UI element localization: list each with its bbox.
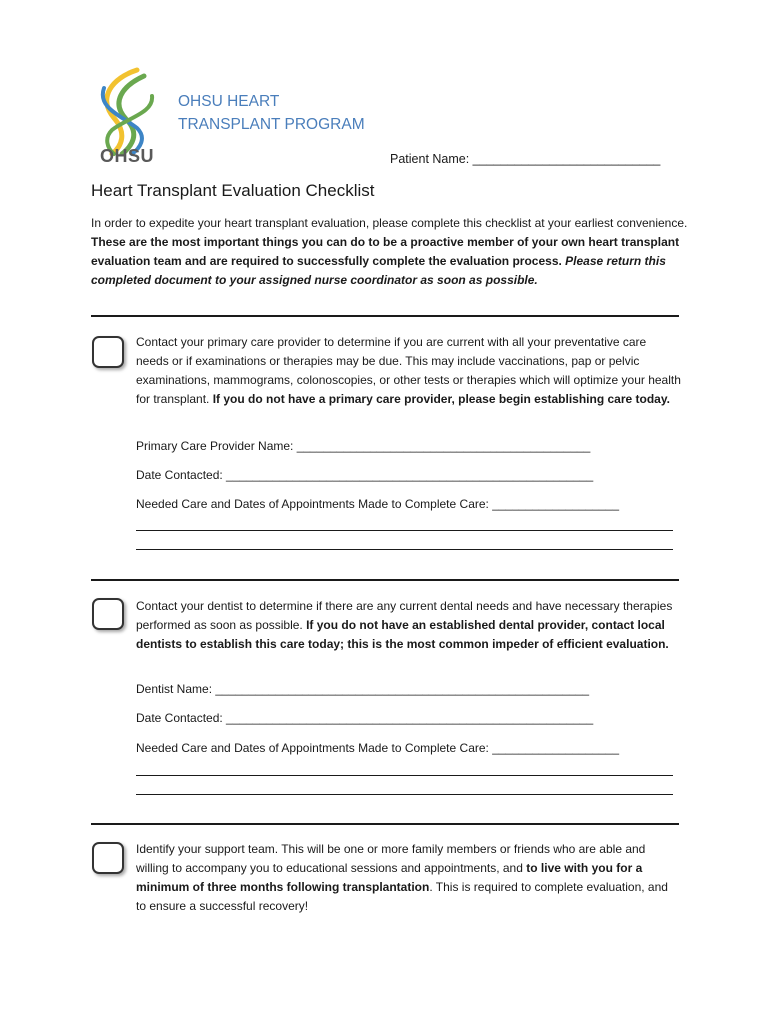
date-contacted-field[interactable]: Date Contacted: _______________________________________________________	[136, 468, 594, 482]
dentist-name-field[interactable]: Dentist Name: ________________________________________________________	[136, 682, 590, 696]
item-1-bold: If you do not have a primary care provider, please begin establishing care today.	[212, 392, 670, 406]
item-1-text: Contact your primary care provider to determine if you are current with all your preventative care needs or if examinations or therapies may be due. This may include vaccinations, pap or pelvic examinations, mammograms, colonoscopies, or other tests or therapies which will optimize your health for transplant.	[136, 335, 681, 406]
section-divider	[91, 823, 679, 825]
needed-care-field[interactable]: Needed Care and Dates of Appointments Made to Complete Care: ___________________	[136, 741, 620, 755]
item-2-bold: If you do not have an established dental provider, contact local dentists to establish this care today; this is the most common impeder of efficient evaluation.	[136, 618, 669, 651]
program-line-1: OHSU HEART	[178, 93, 280, 110]
page-title: Heart Transplant Evaluation Checklist	[91, 181, 375, 200]
patient-name-field[interactable]: Patient Name: ___________________________	[390, 152, 661, 166]
program-line-2: TRANSPLANT PROGRAM	[178, 116, 365, 133]
logo-wordmark: OHSU	[100, 146, 155, 166]
section-divider	[91, 315, 679, 317]
item-primary-care	[136, 333, 681, 409]
intro-bold: These are the most important things you can do to be a proactive member of your own heart transplant evaluation team and are required to successfully complete the evaluation process.	[91, 235, 680, 268]
primary-care-provider-field[interactable]: Primary Care Provider Name: ____________________________________________	[136, 439, 591, 453]
blank-line[interactable]	[136, 530, 673, 531]
section-divider	[91, 579, 679, 581]
item-3-text-2: . This is required to complete evaluation, and to ensure a successful recovery!	[136, 880, 668, 913]
item-3-text: Identify your support team. This will be one or more family members or friends who are able and willing to accompany you to educational sessions and appointments, and	[136, 842, 646, 875]
blank-line[interactable]	[136, 794, 673, 795]
checkbox-primary-care[interactable]	[92, 336, 124, 368]
item-2-text: Contact your dentist to determine if there are any current dental needs and have necessary therapies performed as soon as possible.	[136, 599, 673, 632]
blank-line[interactable]	[136, 549, 673, 550]
needed-care-field[interactable]: Needed Care and Dates of Appointments Made to Complete Care: ___________________	[136, 497, 620, 511]
intro-normal: In order to expedite your heart transplant evaluation, please complete this checklist at your earliest convenience.	[91, 216, 688, 230]
program-name	[178, 90, 365, 136]
checkbox-support-team[interactable]	[92, 842, 124, 874]
item-support-team	[136, 840, 681, 916]
item-dentist	[136, 597, 681, 654]
date-contacted-field[interactable]: Date Contacted: _______________________________________________________	[136, 711, 594, 725]
item-3-bold: to live with you for a minimum of three months following transplantation	[136, 861, 643, 894]
blank-line[interactable]	[136, 775, 673, 776]
intro-italic: Please return this completed document to your assigned nurse coordinator as soon as possible.	[91, 254, 666, 287]
intro-paragraph	[91, 214, 691, 290]
checkbox-dentist[interactable]	[92, 598, 124, 630]
